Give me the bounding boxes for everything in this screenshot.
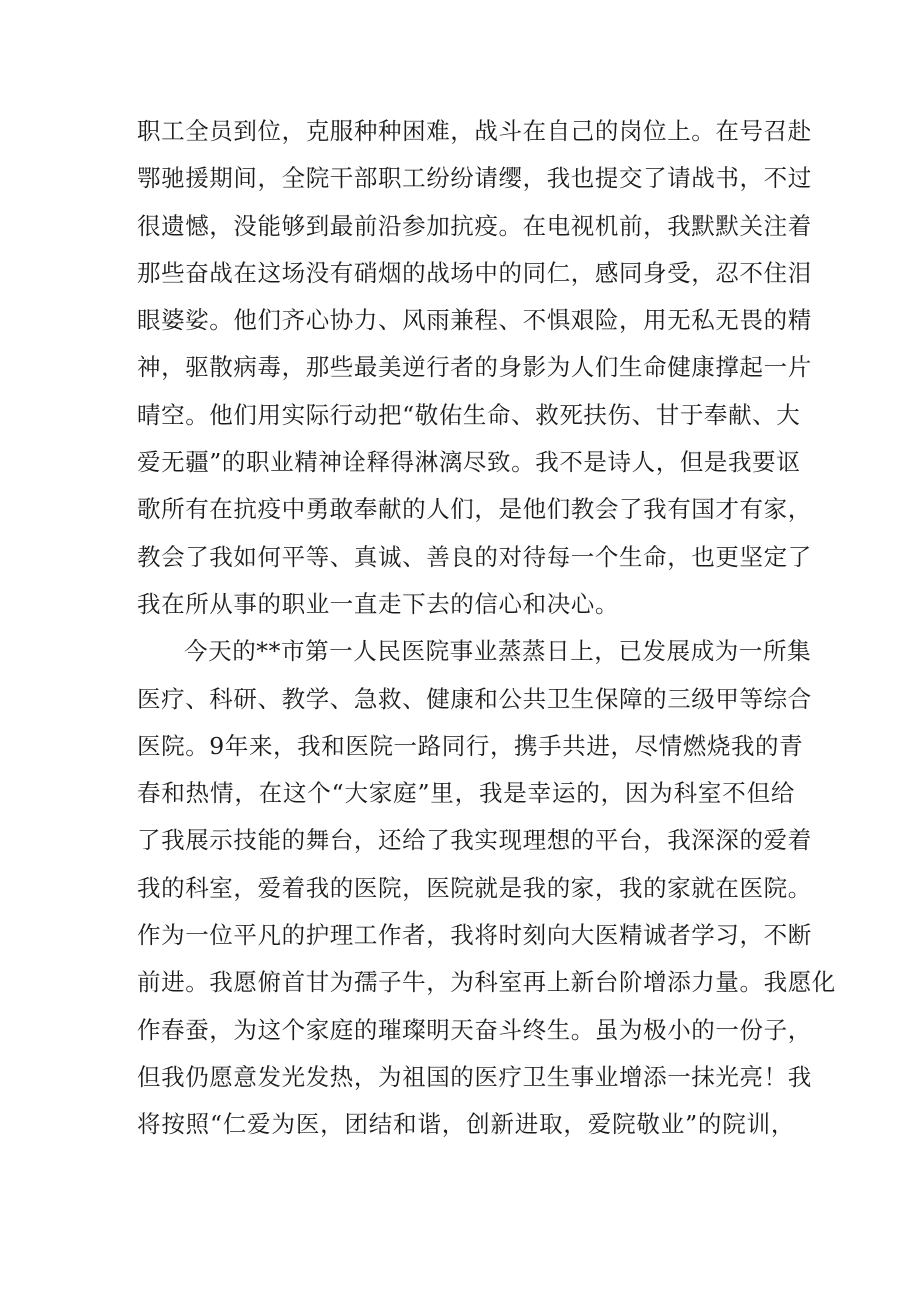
paragraph-line: 鄂驰援期间，全院干部职工纷纷请缨，我也提交了请战书，不过 bbox=[137, 164, 812, 193]
document-body bbox=[137, 108, 836, 1149]
paragraph-line: 我的科室，爱着我的医院，医院就是我的家，我的家就在医院。 bbox=[137, 873, 812, 902]
paragraph-line: 歌所有在抗疫中勇敢奉献的人们，是他们教会了我有国才有家， bbox=[137, 495, 812, 524]
paragraph-line: 将按照“仁爱为医，团结和谐，创新进取，爱院敬业”的院训， bbox=[137, 1110, 795, 1139]
paragraph-line: 前进。我愿俯首甘为孺子牛，为科室再上新台阶增添力量。我愿化 bbox=[137, 968, 836, 997]
paragraph-line: 了我展示技能的舞台，还给了我实现理想的平台，我深深的爱着 bbox=[137, 826, 812, 855]
paragraph-line: 爱无疆”的职业精神诠释得淋漓尽致。我不是诗人，但是我要讴 bbox=[137, 448, 801, 477]
paragraph-line: 那些奋战在这场没有硝烟的战场中的同仁，感同身受，忍不住泪 bbox=[137, 258, 812, 287]
paragraph bbox=[137, 108, 812, 628]
paragraph-line: 眼婆娑。他们齐心协力、风雨兼程、不惧艰险，用无私无畏的精 bbox=[137, 306, 812, 335]
paragraph-line: 教会了我如何平等、真诚、善良的对待每一个生命，也更坚定了 bbox=[137, 542, 812, 571]
paragraph-line: 我在所从事的职业一直走下去的信心和决心。 bbox=[137, 589, 619, 618]
paragraph-line: 医疗、科研、教学、急救、健康和公共卫生保障的三级甲等综合 bbox=[137, 684, 812, 713]
paragraph-line: 春和热情，在这个“大家庭”里，我是幸运的，因为科室不但给 bbox=[137, 779, 795, 808]
paragraph-line: 今天的**市第一人民医院事业蒸蒸日上，已发展成为一所集 bbox=[184, 637, 812, 666]
paragraph-line: 职工全员到位，克服种种困难，战斗在自己的岗位上。在号召赴 bbox=[137, 117, 812, 145]
paragraph-line: 很遗憾，没能够到最前沿参加抗疫。在电视机前，我默默关注着 bbox=[137, 211, 812, 240]
paragraph-line: 神，驱散病毒，那些最美逆行者的身影为人们生命健康撑起一片 bbox=[137, 353, 812, 382]
paragraph-line: 作为一位平凡的护理工作者，我将时刻向大医精诚者学习，不断 bbox=[137, 921, 812, 950]
paragraph-line: 医院。9年来，我和医院一路同行，携手共进，尽情燃烧我的青 bbox=[137, 731, 804, 760]
paragraph-line: 但我仍愿意发光发热，为祖国的医疗卫生事业增添一抹光亮！我 bbox=[137, 1062, 812, 1091]
paragraph bbox=[137, 628, 836, 1148]
paragraph-line: 作春蚕，为这个家庭的璀璨明天奋斗终生。虽为极小的一份子， bbox=[137, 1015, 812, 1044]
paragraph-line: 晴空。他们用实际行动把“敬佑生命、救死扶伤、甘于奉献、大 bbox=[137, 400, 801, 429]
